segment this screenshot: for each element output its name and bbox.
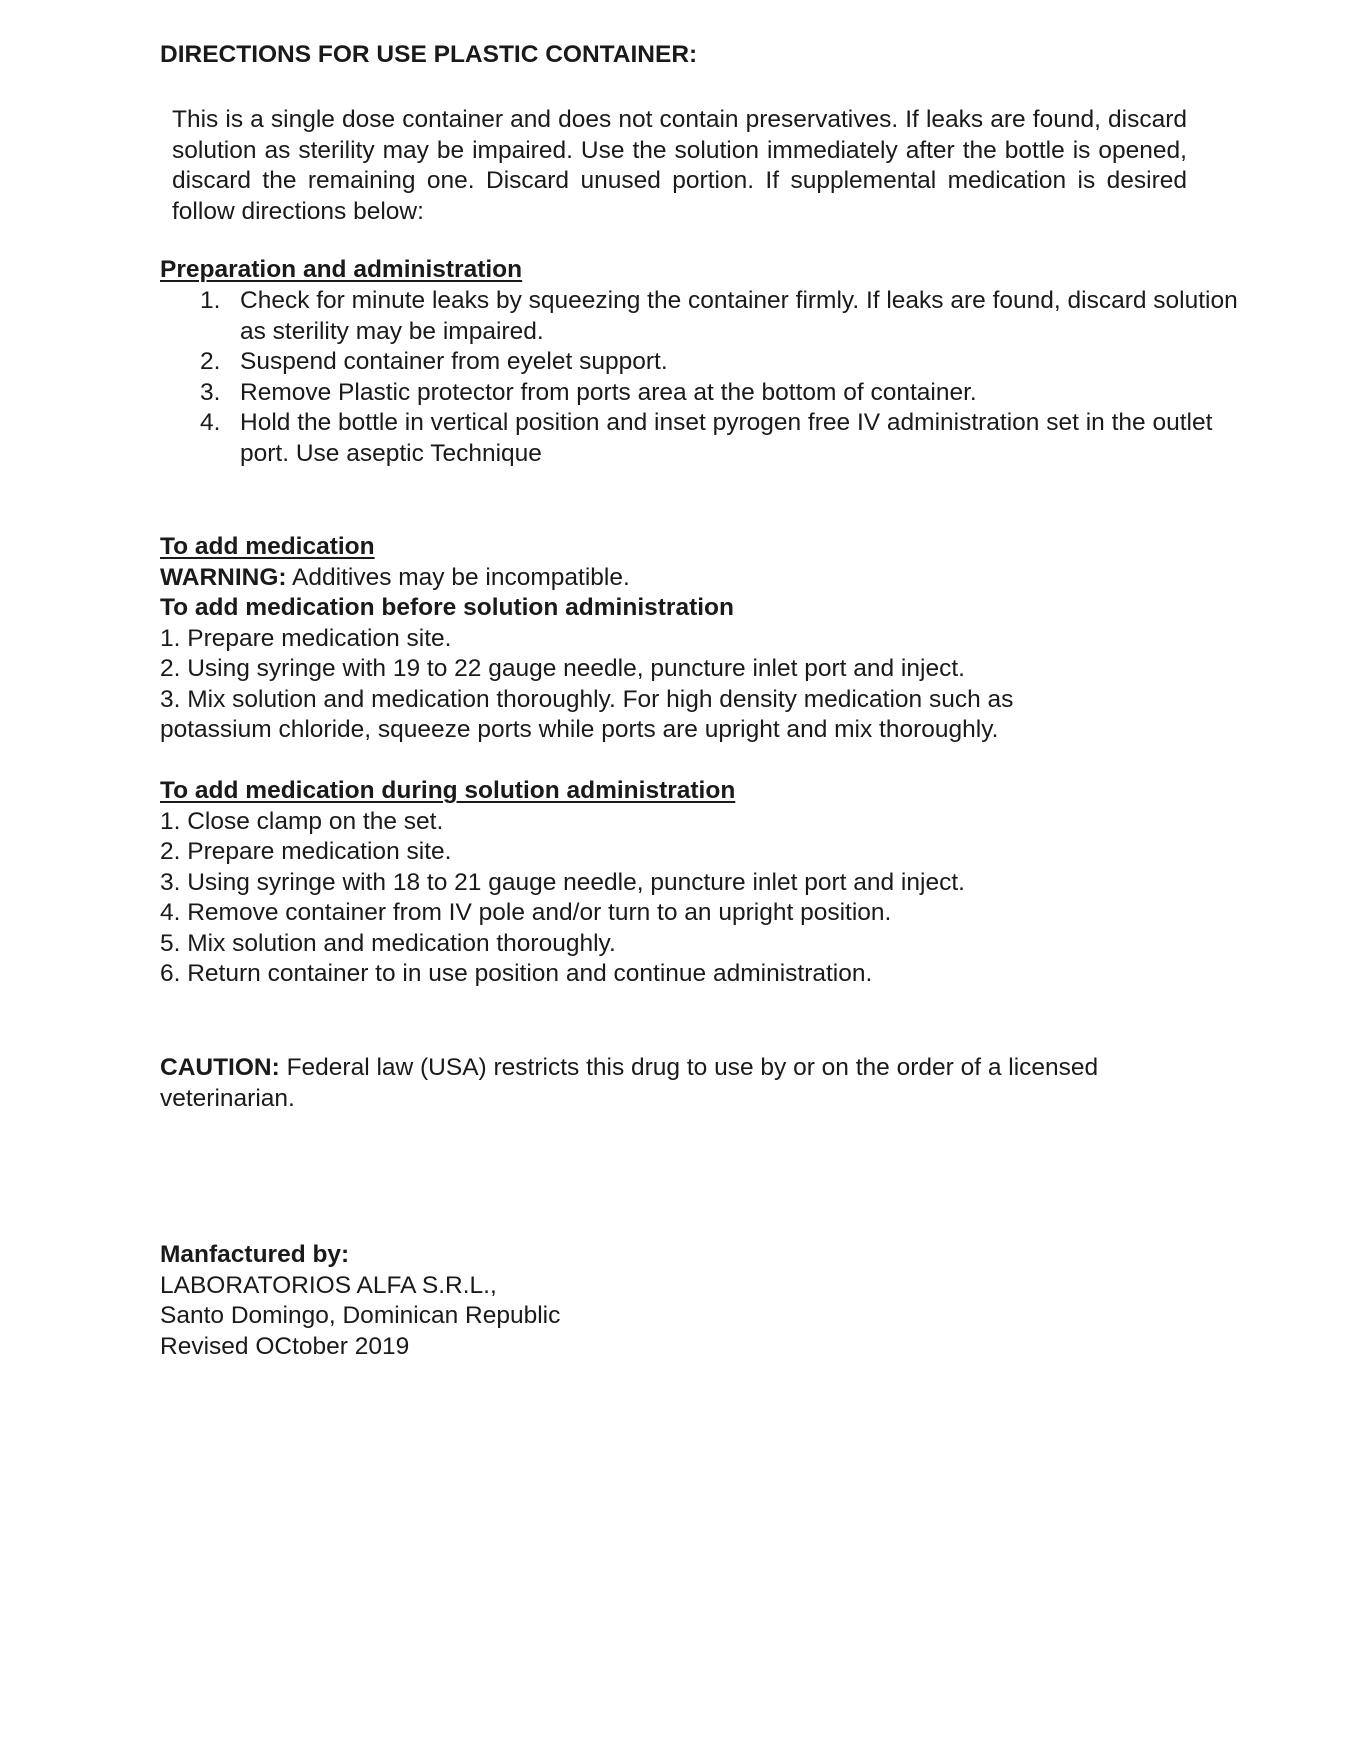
item-number: 3. [200, 378, 221, 406]
list-item [160, 408, 1240, 469]
item-text: Suspend container from eyelet support. [240, 348, 668, 375]
warning-text: Additives may be incompatible. [286, 563, 630, 591]
during-step: 2. Prepare medication site. [160, 838, 452, 865]
during-section [160, 776, 965, 990]
during-step: 5. Mix solution and medication thoroughly. [160, 929, 616, 957]
item-number: 2. [200, 348, 221, 375]
caution-notice [160, 1053, 1190, 1114]
caution-text: Federal law (USA) restricts this drug to use by or on the order of a licensed veterinarian. [160, 1054, 1099, 1112]
page-title: DIRECTIONS FOR USE PLASTIC CONTAINER: [160, 41, 698, 68]
list-item [160, 286, 1240, 347]
warning-label: WARNING: [160, 563, 287, 591]
before-step: 1. Prepare medication site. [160, 624, 452, 652]
manufacturer-label: Manfactured by: [160, 1241, 350, 1268]
during-step: 4. Remove container from IV pole and/or turn to an upright position. [160, 899, 892, 926]
item-number: 4. [200, 409, 221, 436]
manufacturer-name: LABORATORIOS ALFA S.R.L., [160, 1271, 497, 1299]
preparation-heading: Preparation and administration [160, 256, 523, 283]
warning-line [160, 563, 1013, 594]
list-item [160, 378, 1240, 409]
before-step: 3. Mix solution and medication thoroughly. For high density medication such as [160, 685, 1014, 713]
during-heading: To add medication during solution administration [160, 777, 736, 804]
during-step: 1. Close clamp on the set. [160, 807, 444, 835]
revision-date: Revised OCtober 2019 [160, 1332, 410, 1360]
add-medication-heading: To add medication [160, 533, 375, 560]
during-step: 6. Return container to in use position and continue administration. [160, 960, 873, 987]
item-text: Remove Plastic protector from ports area at the bottom of container. [240, 378, 977, 406]
item-text: Check for minute leaks by squeezing the container firmly. If leaks are found, discard solution as sterility may be impaired. [240, 287, 1238, 345]
preparation-list [160, 286, 1240, 469]
manufacturer-block [160, 1240, 560, 1362]
item-number: 1. [200, 287, 221, 314]
before-heading: To add medication before solution administration [160, 594, 734, 621]
before-step: potassium chloride, squeeze ports while ports are upright and mix thoroughly. [160, 716, 999, 743]
caution-label: CAUTION: [160, 1054, 280, 1081]
intro-paragraph: This is a single dose container and does not contain preservatives. If leaks are found, discard solution as sterility may be impaired. Use the solution immediately after the bottle is opened, discard the remaining one. Discard unused portion. If supplemental medication is desired follow directions below: [172, 106, 1187, 225]
before-step: 2. Using syringe with 19 to 22 gauge needle, puncture inlet port and inject. [160, 655, 965, 682]
manufacturer-location: Santo Domingo, Dominican Republic [160, 1302, 561, 1329]
add-medication-section [160, 532, 1013, 746]
item-text: Hold the bottle in vertical position and inset pyrogen free IV administration set in the outlet port. Use aseptic Technique [240, 409, 1213, 467]
list-item [160, 347, 1240, 378]
during-step: 3. Using syringe with 18 to 21 gauge needle, puncture inlet port and inject. [160, 868, 965, 896]
